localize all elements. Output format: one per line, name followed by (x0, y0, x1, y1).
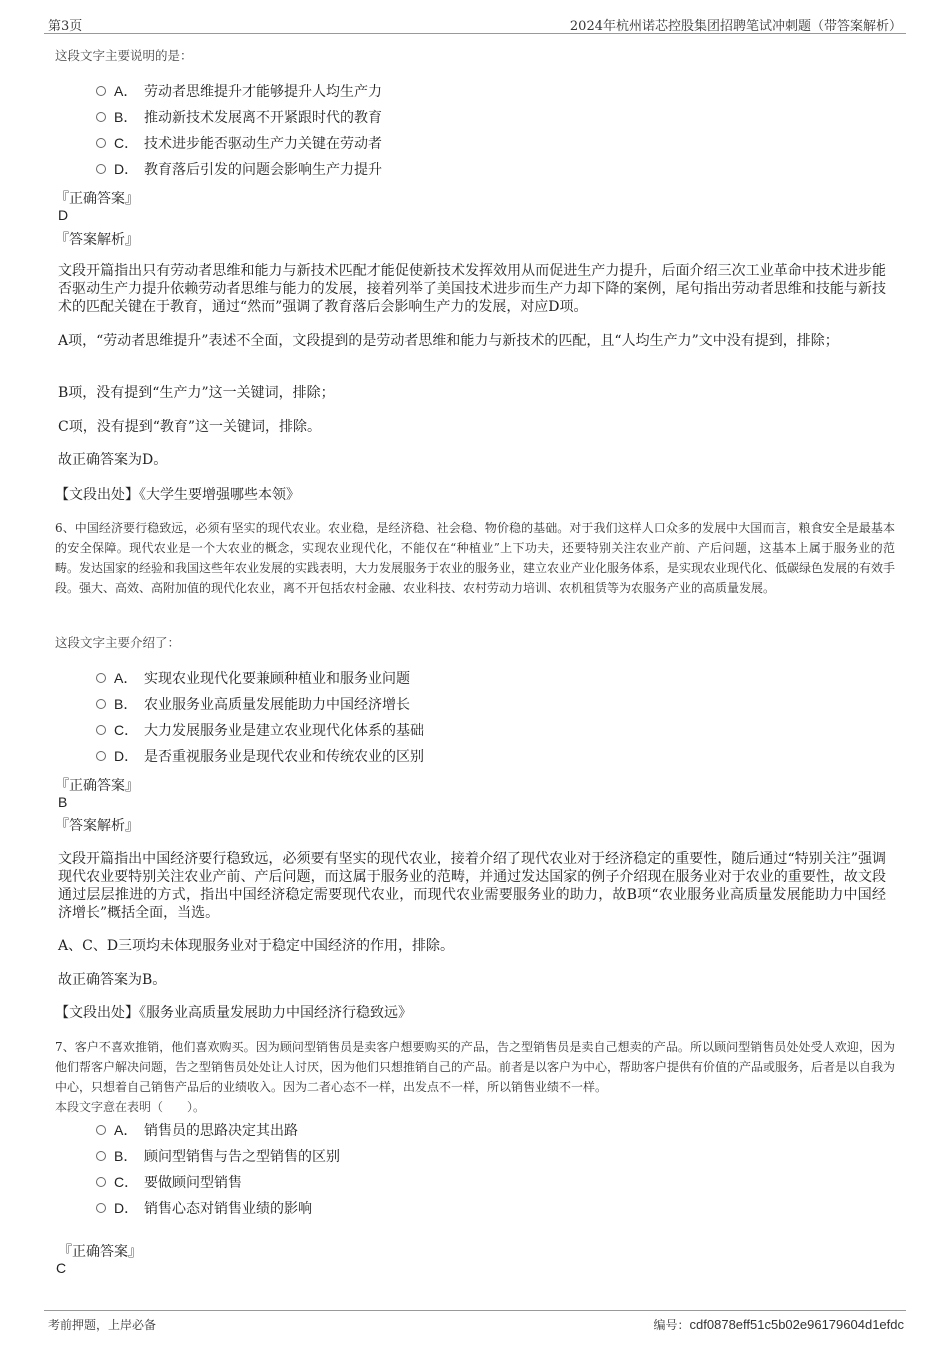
footer-divider (44, 1310, 906, 1311)
q5-analysis-label: 『答案解析』 (55, 232, 139, 248)
q5-analysis-item-c: C项，没有提到“教育”这一关键词，排除。 (58, 419, 322, 435)
q6-option-c[interactable]: C． 大力发展服务业是建立农业现代化体系的基础 (96, 720, 424, 740)
q6-source: 【文段出处】《服务业高质量发展助力中国经济行稳致远》 (55, 1005, 412, 1021)
q5-analysis-item-a: A项，“劳动者思维提升”表述不全面，文段提到的是劳动者思维和能力与新技术的匹配，且“人均生产力”文中没有提到，排除； (58, 333, 839, 349)
q7-answer-label: 『正确答案』 (58, 1244, 142, 1260)
q7-answer: C (56, 1260, 67, 1276)
q5-analysis-item-b: B项，没有提到“生产力”这一关键词，排除； (58, 385, 335, 401)
q5-conclusion: 故正确答案为D。 (58, 452, 168, 468)
radio-icon[interactable] (96, 138, 106, 148)
q5-answer-label: 『正确答案』 (55, 191, 139, 207)
q5-answer: D (58, 207, 69, 223)
footer-serial (654, 1316, 904, 1333)
serial-label: 编号： (653, 1318, 690, 1332)
q5-prompt: 这段文字主要说明的是： (55, 48, 193, 63)
q7-option-b[interactable]: B． 顾问型销售与告之型销售的区别 (96, 1146, 340, 1166)
q6-answer-label: 『正确答案』 (55, 778, 139, 794)
radio-icon[interactable] (96, 1151, 106, 1161)
document-title: 2024年杭州诺芯控股集团招聘笔试冲刺题（带答案解析） (569, 19, 902, 34)
q6-conclusion: 故正确答案为B。 (58, 972, 167, 988)
q6-option-d[interactable]: D． 是否重视服务业是现代农业和传统农业的区别 (96, 746, 424, 766)
radio-icon[interactable] (96, 86, 106, 96)
q6-stem: 6、中国经济要行稳致远，必须有坚实的现代农业。农业稳，是经济稳、社会稳、物价稳的基础。对于我们这样人口众多的发展中大国而言，粮食安全是最基本的安全保障。现代农业是一个大农业的概念，实现农业现代化，不能仅在“种植业”上下功夫，还要特别关注农业产前、产后问题，这基本上属于服务业的范畴。发达国家的经验和我国这些年农业发展的实践表明，大力发展服务于农业的服务业，建立农业产业化服务体系，是实现农业现代化、低碳绿色发展的有效手段。强大、高效、高附加值的现代化农业，离不开包括农村金融、农业科技、农村劳动力培训、农机租赁等为农服务产业的高质量发展。 (55, 521, 896, 595)
q6-analysis-paragraph: 文段开篇指出中国经济要行稳致远，必须要有坚实的现代农业，接着介绍了现代农业对于经济稳定的重要性，随后通过“特别关注”强调现代农业要特别关注农业产前、产后问题，而这属于服务业的范畴，并通过发达国家的例子介绍现在服务业对于农业的重要性，故文段通过层层推进的方式，指出中国经济稳定需要现代农业，而现代农业需要服务业的助力，故B项“农业服务业高质量发展能助力中国经济增长”概括全面，当选。 (58, 851, 886, 921)
q7-prompt: 本段文字意在表明（ ）。 (55, 1100, 206, 1114)
page-header (0, 0, 950, 34)
q5-option-c[interactable]: C． 技术进步能否驱动生产力关键在劳动者 (96, 133, 382, 153)
radio-icon[interactable] (96, 673, 106, 683)
q7-option-d[interactable]: D． 销售心态对销售业绩的影响 (96, 1198, 312, 1218)
radio-icon[interactable] (96, 751, 106, 761)
q5-analysis-paragraph: 文段开篇指出只有劳动者思维和能力与新技术匹配才能促使新技术发挥效用从而促进生产力提升，后面介绍三次工业革命中技术进步能否驱动生产力提升依赖劳动者思维与能力的发展，接着列举了美国技术进步而生产力却下降的案例，尾句指出劳动者思维和技能与新技术的匹配关键在于教育，通过“然而”强调了教育落后会影响生产力的发展，对应D项。 (58, 263, 886, 315)
q5-source: 【文段出处】《大学生要增强哪些本领》 (55, 487, 300, 503)
q6-answer: B (58, 794, 68, 810)
q7-stem: 7、客户不喜欢推销，他们喜欢购买。因为顾问型销售员是卖客户想要购买的产品，告之型销售员是卖自己想卖的产品。所以顾问型销售员处处受人欢迎，因为他们帮客户解决问题，告之型销售员处处让人讨厌，因为他们只想推销自己的产品。前者是以客户为中心，帮助客户提供有价值的产品或服务，后者是以自我为中心，只想着自己销售产品后的业绩收入。因为二者心态不一样，出发点不一样，所以销售业绩不一样。 (55, 1040, 896, 1094)
q5-option-a[interactable]: A． 劳动者思维提升才能够提升人均生产力 (96, 81, 382, 101)
radio-icon[interactable] (96, 1203, 106, 1213)
footer-slogan: 考前押题，上岸必备 (48, 1318, 157, 1332)
q5-option-d[interactable]: D． 教育落后引发的问题会影响生产力提升 (96, 159, 382, 179)
q6-analysis-label: 『答案解析』 (55, 818, 139, 834)
q6-analysis-item-acd: A、C、D三项均未体现服务业对于稳定中国经济的作用，排除。 (58, 938, 455, 954)
q6-option-a[interactable]: A． 实现农业现代化要兼顾种植业和服务业问题 (96, 668, 410, 688)
radio-icon[interactable] (96, 1125, 106, 1135)
q5-option-b[interactable]: B． 推动新技术发展离不开紧跟时代的教育 (96, 107, 382, 127)
radio-icon[interactable] (96, 725, 106, 735)
header-divider (44, 33, 906, 34)
serial-code: cdf0878eff51c5b02e96179604d1efdc (689, 1317, 904, 1332)
radio-icon[interactable] (96, 1177, 106, 1187)
q6-option-b[interactable]: B． 农业服务业高质量发展能助力中国经济增长 (96, 694, 410, 714)
q7-option-a[interactable]: A． 销售员的思路决定其出路 (96, 1120, 298, 1140)
radio-icon[interactable] (96, 164, 106, 174)
page-number: 第3页 (48, 19, 83, 34)
q7-option-c[interactable]: C． 要做顾问型销售 (96, 1172, 242, 1192)
q6-prompt: 这段文字主要介绍了： (55, 635, 181, 650)
radio-icon[interactable] (96, 699, 106, 709)
radio-icon[interactable] (96, 112, 106, 122)
